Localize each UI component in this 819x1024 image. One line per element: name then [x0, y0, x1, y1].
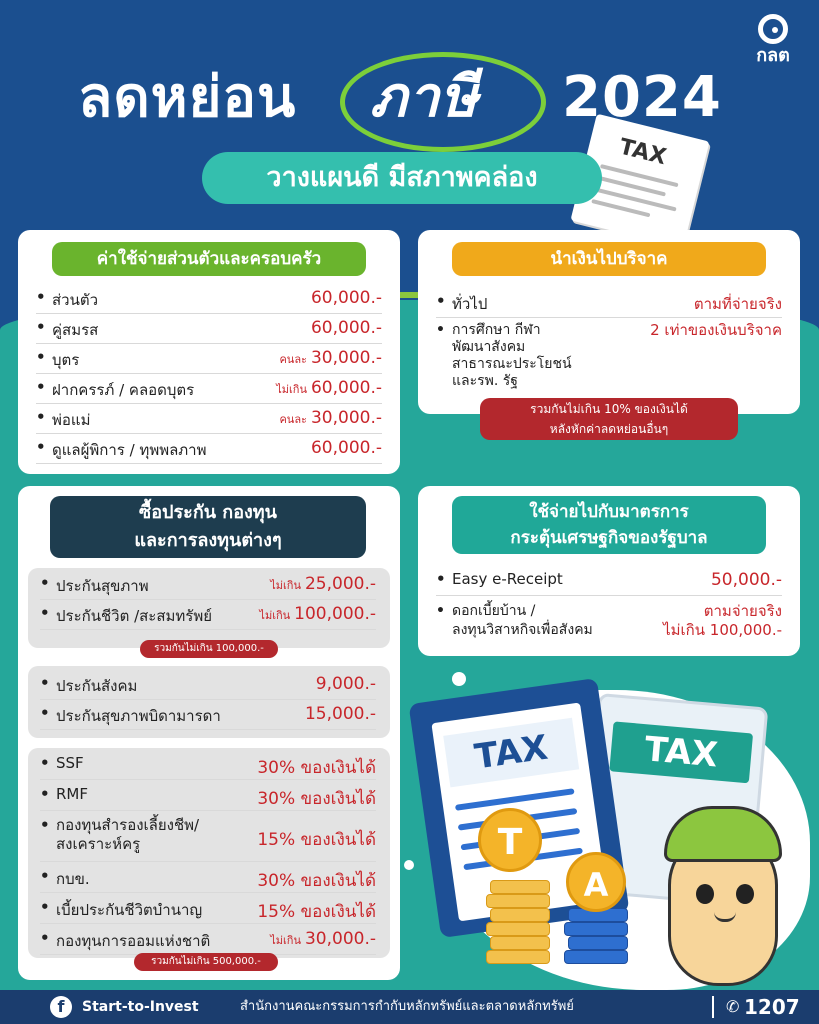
tax-paper-front-label: TAX	[443, 718, 579, 788]
row-label-line: สงเคราะห์ครู	[56, 835, 141, 853]
row-value-text: 60,000.-	[310, 288, 382, 308]
personal-heading: ค่าใช้จ่ายส่วนตัวและครอบครัว	[52, 242, 366, 276]
row-label: RMF	[56, 785, 88, 803]
mascot-eye	[736, 884, 754, 904]
row-label-line: และรพ. รัฐ	[452, 373, 519, 389]
logo-text: กลต	[756, 45, 790, 66]
row-value	[279, 348, 382, 368]
row-value	[270, 929, 376, 949]
title-word-2: ภาษี	[370, 65, 479, 130]
row-value	[257, 785, 376, 812]
list-item	[36, 378, 382, 404]
footer-divider	[712, 996, 714, 1018]
list-item	[436, 322, 782, 394]
row-label: คู่สมรส	[52, 321, 99, 339]
donation-note	[480, 398, 738, 440]
row-value	[257, 826, 376, 853]
list-item	[40, 785, 376, 811]
mascot-cap	[664, 806, 782, 862]
tax-doc-label: TAX	[616, 134, 669, 171]
list-item	[40, 816, 376, 862]
row-label: ดูแลผู้พิการ / ทุพพลภาพ	[52, 441, 207, 459]
row-value-text: 30,000.-	[310, 408, 382, 428]
row-label: ส่วนตัว	[52, 291, 98, 309]
row-value-text: 25,000.-	[304, 574, 376, 594]
bullet: •	[40, 704, 50, 722]
stimulus-heading	[452, 496, 766, 554]
row-value-prefix: คนละ	[279, 353, 307, 366]
peanut-mascot	[660, 800, 790, 986]
row-value	[311, 288, 382, 308]
bullet: •	[40, 574, 50, 592]
coin-stack	[490, 936, 550, 950]
row-label-line: การศึกษา กีฬา	[452, 322, 541, 338]
bullet: •	[36, 288, 46, 306]
phone-icon: ✆	[726, 997, 740, 1016]
list-item	[40, 704, 376, 730]
row-value	[276, 378, 382, 398]
row-value	[305, 704, 376, 724]
insurance-card	[18, 486, 400, 980]
row-label-line: กองทุนสำรองเลี้ยงชีพ/	[56, 816, 200, 834]
list-item	[36, 408, 382, 434]
list-item	[40, 867, 376, 893]
blue-stack	[564, 922, 628, 936]
list-item	[40, 604, 376, 630]
coin-t: T	[478, 808, 542, 872]
row-value-text: 30% ของเงินได้	[257, 789, 376, 809]
list-item	[40, 898, 376, 924]
bullet: •	[436, 570, 446, 588]
group3-note: รวมกันไม่เกิน 500,000.-	[134, 953, 278, 971]
row-value	[257, 898, 376, 925]
organization-name: สำนักงานคณะกรรมการกำกับหลักทรัพย์และตลาดหลักทรัพย์	[240, 999, 574, 1014]
row-label-line: พัฒนาสังคม	[452, 339, 526, 355]
row-label: พ่อแม่	[52, 411, 91, 429]
coin-stack	[490, 908, 550, 922]
bullet: •	[40, 816, 50, 834]
row-label: SSF	[56, 754, 84, 772]
row-label: ประกันชีวิต /สะสมทรัพย์	[56, 607, 213, 625]
row-value: 50,000.-	[710, 570, 782, 590]
insurance-heading	[50, 496, 366, 558]
row-value-text: 15% ของเงินได้	[257, 830, 376, 850]
bullet: •	[36, 378, 46, 396]
blue-stack	[564, 950, 628, 964]
row-label: บุตร	[52, 351, 80, 369]
row-value-text: 15,000.-	[304, 704, 376, 724]
bullet: •	[36, 408, 46, 426]
bullet: •	[36, 348, 46, 366]
row-value	[257, 754, 376, 781]
doc-line	[600, 164, 679, 187]
bullet: •	[436, 322, 445, 338]
row-value-line: ไม่เกิน 100,000.-	[663, 621, 782, 639]
list-item	[40, 754, 376, 780]
row-label: กบข.	[56, 870, 90, 888]
note-line: หลังหักค่าลดหย่อนอื่นๆ	[549, 422, 669, 436]
bullet: •	[36, 318, 46, 336]
bullet: •	[40, 754, 50, 772]
row-value-text: 30% ของเงินได้	[257, 758, 376, 778]
row-value-text: 60,000.-	[310, 438, 382, 458]
personal-card	[18, 230, 400, 474]
coin-stack	[486, 950, 550, 964]
decor-dot	[452, 672, 466, 686]
page-title	[0, 40, 819, 150]
donation-card	[418, 230, 800, 414]
bullet: •	[40, 785, 50, 803]
bullet: •	[436, 292, 446, 310]
bullet: •	[40, 867, 50, 885]
blue-stack	[568, 936, 628, 950]
row-value-prefix: ไม่เกิน	[270, 579, 301, 592]
row-value-text: 30,000.-	[310, 348, 382, 368]
row-value-text: 30% ของเงินได้	[257, 871, 376, 891]
row-value-prefix: ไม่เกิน	[270, 934, 301, 947]
row-label-line: ดอกเบี้ยบ้าน /	[452, 603, 536, 619]
tax-paper-back-label: TAX	[609, 721, 753, 783]
list-item	[36, 348, 382, 374]
row-value-prefix: คนละ	[279, 413, 307, 426]
row-value	[311, 318, 382, 338]
bullet: •	[36, 438, 46, 456]
row-label: Easy e-Receipt	[452, 570, 563, 588]
bullet: •	[40, 898, 50, 916]
list-item	[40, 929, 376, 955]
row-label: ประกันสังคม	[56, 677, 138, 695]
title-word-3: 2024	[562, 65, 722, 130]
bullet: •	[40, 604, 50, 622]
row-label: เบี้ยประกันชีวิตบำนาญ	[56, 901, 203, 919]
row-value	[259, 604, 376, 624]
mascot-eye	[696, 884, 714, 904]
subtitle: วางแผนดี มีสภาพคล่อง	[202, 152, 602, 204]
coin-stack	[490, 880, 550, 894]
group1-note: รวมกันไม่เกิน 100,000.-	[140, 640, 278, 658]
heading-line: กระตุ้นเศรษฐกิจของรัฐบาล	[510, 528, 708, 548]
donation-heading: นำเงินไปบริจาค	[452, 242, 766, 276]
bullet: •	[436, 603, 445, 619]
list-item	[436, 602, 782, 642]
list-item	[40, 574, 376, 600]
bullet: •	[40, 674, 50, 692]
row-value-text: 30,000.-	[304, 929, 376, 949]
row-value-prefix: ไม่เกิน	[259, 609, 291, 622]
row-value: 2 เท่าของเงินบริจาค	[650, 321, 782, 339]
row-value	[316, 674, 376, 694]
list-item	[36, 288, 382, 314]
row-value-text: 9,000.-	[315, 674, 376, 694]
row-value	[270, 574, 376, 594]
heading-line: ซื้อประกัน กองทุน	[139, 502, 277, 523]
list-item	[36, 438, 382, 464]
list-item	[40, 674, 376, 700]
doc-line	[594, 187, 676, 211]
row-label-line: สาธารณะประโยชน์	[452, 356, 572, 372]
list-item	[436, 292, 782, 318]
row-value-line: ตามจ่ายจริง	[703, 602, 782, 620]
heading-line: ใช้จ่ายไปกับมาตรการ	[529, 502, 689, 522]
row-label	[56, 816, 199, 854]
coin-stack	[486, 922, 550, 936]
facebook-page-name[interactable]: Start-to-Invest	[82, 999, 199, 1015]
row-value	[279, 408, 382, 428]
row-label: ฝากครรภ์ / คลอดบุตร	[52, 381, 195, 399]
row-label: ประกันสุขภาพ	[56, 577, 149, 595]
row-value-text: 60,000.-	[310, 318, 382, 338]
hotline-number[interactable]: 1207	[744, 995, 800, 1019]
coin-a: A	[566, 852, 626, 912]
row-value-text: 100,000.-	[294, 604, 376, 624]
row-value-prefix: ไม่เกิน	[276, 383, 307, 396]
list-item	[36, 318, 382, 344]
bullet: •	[40, 929, 50, 947]
row-label: กองทุนการออมแห่งชาติ	[56, 932, 211, 950]
title-word-1: ลดหย่อน	[78, 65, 297, 130]
row-value-text: 60,000.-	[310, 378, 382, 398]
row-label: ประกันสุขภาพบิดามารดา	[56, 707, 221, 725]
row-value	[311, 438, 382, 458]
row-value-text: 15% ของเงินได้	[257, 902, 376, 922]
stimulus-card	[418, 486, 800, 656]
heading-line: และการลงทุนต่างๆ	[134, 530, 282, 551]
row-value: ตามที่จ่ายจริง	[693, 295, 782, 313]
row-label: ทั่วไป	[452, 295, 488, 313]
facebook-icon[interactable]: f	[50, 996, 72, 1018]
row-label-line: ลงทุนวิสาหกิจเพื่อสังคม	[452, 622, 593, 638]
note-line: รวมกันไม่เกิน 10% ของเงินได้	[530, 402, 688, 416]
row-value	[257, 867, 376, 894]
coin-stack	[486, 894, 550, 908]
footer	[0, 990, 819, 1024]
list-item	[436, 570, 782, 596]
decor-dot	[404, 860, 414, 870]
